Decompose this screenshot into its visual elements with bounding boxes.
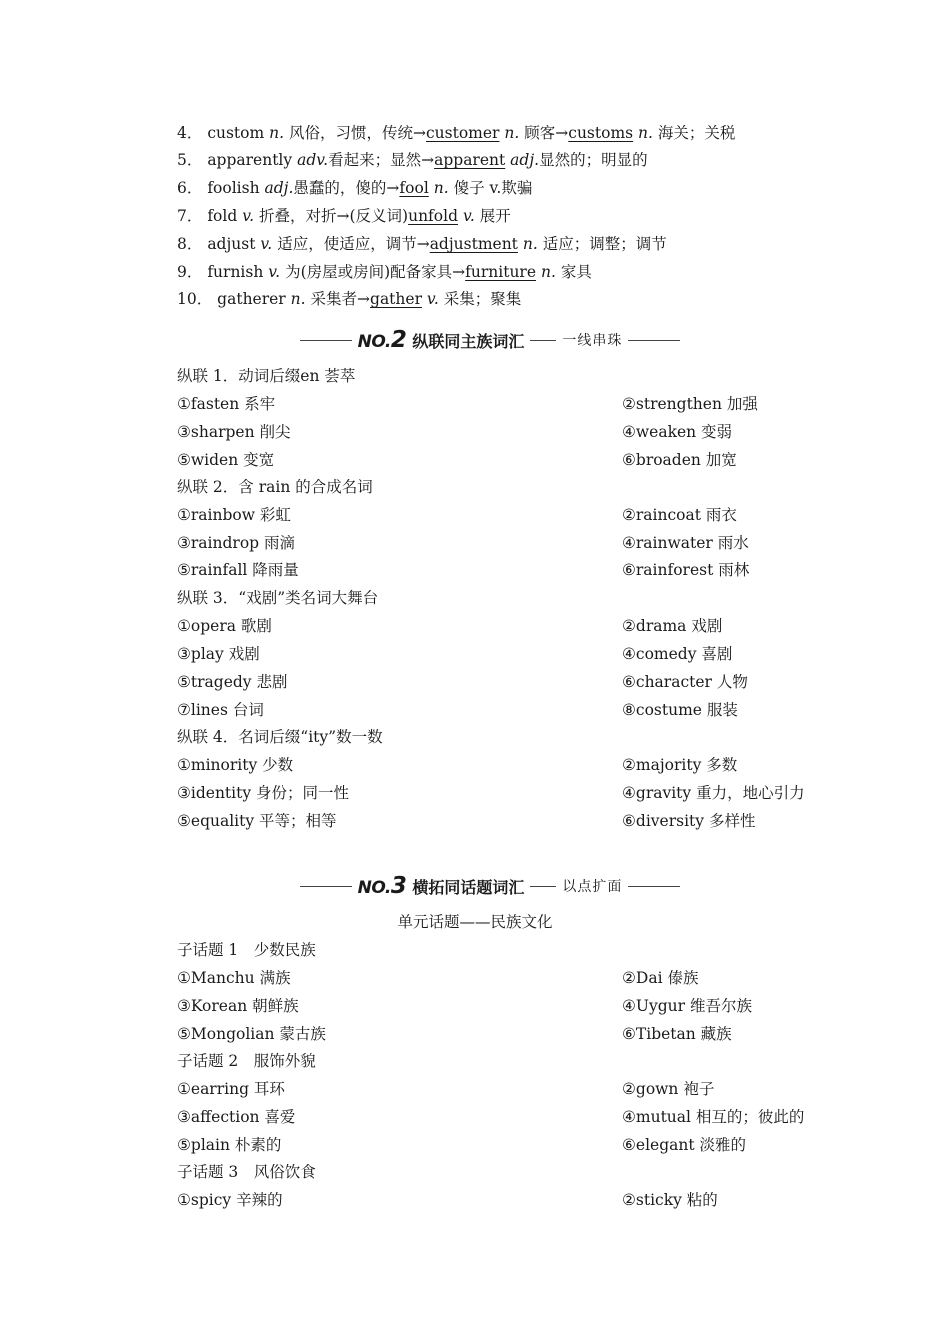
vocab-item: ⑤widen 变宽 <box>177 451 275 469</box>
vocab-row <box>177 530 749 556</box>
word-meaning: 海关；关税 <box>657 124 736 142</box>
vocab-item: ②sticky 粘的 <box>622 1191 718 1209</box>
part-of-speech: n. <box>269 124 285 142</box>
word-entry <box>177 286 521 312</box>
vocab-item: ①minority 少数 <box>177 756 294 774</box>
vocab-item: ⑥diversity 多样性 <box>622 812 756 830</box>
word-meaning: 傻子 v.欺骗 <box>453 179 533 197</box>
vocab-item: ②gown 袍子 <box>622 1080 715 1098</box>
vocab-item: ③Korean 朝鲜族 <box>177 997 299 1015</box>
vocab-row <box>177 391 758 417</box>
word-entry <box>177 120 735 146</box>
entry-number: 10． <box>177 290 213 308</box>
word-meaning: 展开 <box>479 207 511 225</box>
vocab-item: ⑧costume 服装 <box>622 701 738 719</box>
vocab-row <box>177 1187 718 1213</box>
group-heading: 纵联 3．“戏剧”类名词大舞台 <box>177 589 379 607</box>
part-of-speech: v. <box>268 263 281 281</box>
unit-topic: 单元话题——民族文化 <box>397 913 553 931</box>
section-number: NO.2 <box>357 327 407 353</box>
derived-word: fool <box>399 179 429 197</box>
derived-word: gather <box>370 290 422 308</box>
part-of-speech: n. <box>638 124 653 142</box>
vocab-row <box>177 808 756 834</box>
vocab-item: ②majority 多数 <box>622 756 738 774</box>
derived-word: apparent <box>434 151 506 169</box>
vocab-item: ③affection 喜爱 <box>177 1108 296 1126</box>
group-heading: 子话题 1 少数民族 <box>177 941 316 959</box>
vocab-item: ③identity 身份；同一性 <box>177 784 350 802</box>
part-of-speech: n. <box>522 235 538 253</box>
banner-rule <box>628 340 680 341</box>
vocab-row <box>177 613 723 639</box>
section-title: 横拓同话题词汇 <box>412 877 525 897</box>
vocab-row <box>177 557 750 583</box>
part-of-speech: adv. <box>297 151 329 169</box>
section-subtitle: 一线串珠 <box>562 333 623 349</box>
entry-number: 6． <box>177 179 203 197</box>
vocab-item: ⑤rainfall 降雨量 <box>177 561 299 579</box>
vocab-item: ⑥character 人物 <box>622 673 748 691</box>
vocab-item: ①Manchu 满族 <box>177 969 291 987</box>
vocab-row <box>177 697 738 723</box>
word-meaning: 愚蠢的，傻的→ <box>293 179 400 197</box>
group-heading: 纵联 2．含 rain 的合成名词 <box>177 478 373 496</box>
vocab-item: ①earring 耳环 <box>177 1080 285 1098</box>
word-meaning: 家具 <box>560 263 592 281</box>
vocab-item: ④rainwater 雨水 <box>622 534 749 552</box>
group-heading: 纵联 1．动词后缀en 荟萃 <box>177 367 356 385</box>
vocab-row <box>177 1132 747 1158</box>
part-of-speech: adj. <box>510 151 540 169</box>
section-banner-no2 <box>300 325 680 355</box>
vocab-row <box>177 641 733 667</box>
vocab-row <box>177 502 737 528</box>
derived-word: customer <box>426 124 500 142</box>
word-meaning: 显然的；明显的 <box>539 151 648 169</box>
vocab-item: ④Uygur 维吾尔族 <box>622 997 752 1015</box>
section-number: NO.3 <box>357 873 407 899</box>
vocab-row <box>177 1104 805 1130</box>
head-word: fold <box>207 207 238 225</box>
part-of-speech: v. <box>462 207 475 225</box>
vocab-item: ①fasten 系牢 <box>177 395 276 413</box>
vocab-item: ②drama 戏剧 <box>622 617 723 635</box>
banner-rule <box>300 886 352 887</box>
vocab-item: ⑥elegant 淡雅的 <box>622 1136 747 1154</box>
vocab-row <box>177 993 752 1019</box>
part-of-speech: v. <box>426 290 439 308</box>
banner-rule <box>628 886 680 887</box>
vocab-row <box>177 965 699 991</box>
vocab-row <box>177 752 738 778</box>
vocab-item: ②strengthen 加强 <box>622 395 758 413</box>
banner-rule <box>300 340 352 341</box>
part-of-speech: n. <box>433 179 449 197</box>
vocab-item: ⑥rainforest 雨林 <box>622 561 750 579</box>
vocab-item: ①spicy 辛辣的 <box>177 1191 283 1209</box>
word-meaning: 适应，使适应，调节→ <box>277 235 430 253</box>
derived-word: furniture <box>465 263 537 281</box>
word-meaning: 适应；调整；调节 <box>542 235 667 253</box>
vocab-item: ①rainbow 彩虹 <box>177 506 291 524</box>
part-of-speech: v. <box>260 235 273 253</box>
word-meaning: 看起来；显然→ <box>328 151 435 169</box>
derived-word: unfold <box>408 207 459 225</box>
vocab-item: ①opera 歌剧 <box>177 617 272 635</box>
vocab-item: ②Dai 傣族 <box>622 969 699 987</box>
word-meaning: 风俗，习惯，传统→ <box>289 124 426 142</box>
vocab-item: ③sharpen 削尖 <box>177 423 291 441</box>
head-word: custom <box>207 124 265 142</box>
word-entry <box>177 231 667 257</box>
section-subtitle: 以点扩面 <box>562 879 623 895</box>
vocab-row <box>177 669 748 695</box>
vocab-row <box>177 1076 715 1102</box>
entry-number: 5． <box>177 151 203 169</box>
vocab-row <box>177 447 737 473</box>
vocab-item: ⑦lines 台词 <box>177 701 264 719</box>
group-heading: 子话题 2 服饰外貌 <box>177 1052 316 1070</box>
word-meaning: 折叠，对折→(反义词) <box>259 207 409 225</box>
vocab-item: ⑥broaden 加宽 <box>622 451 737 469</box>
group-heading: 子话题 3 风俗饮食 <box>177 1163 316 1181</box>
part-of-speech: adj. <box>264 179 294 197</box>
word-meaning: 顾客→ <box>524 124 569 142</box>
banner-rule <box>530 886 556 887</box>
entry-number: 8． <box>177 235 203 253</box>
vocab-item: ⑤tragedy 悲剧 <box>177 673 288 691</box>
entry-number: 4． <box>177 124 203 142</box>
head-word: furnish <box>207 263 264 281</box>
word-entry <box>177 259 592 285</box>
entry-number: 7． <box>177 207 203 225</box>
head-word: gatherer <box>217 290 286 308</box>
vocab-item: ④comedy 喜剧 <box>622 645 733 663</box>
section-title: 纵联同主族词汇 <box>412 331 525 351</box>
vocab-item: ④weaken 变弱 <box>622 423 733 441</box>
banner-rule <box>530 340 556 341</box>
head-word: foolish <box>207 179 260 197</box>
word-meaning: 采集者→ <box>310 290 371 308</box>
vocab-row <box>177 780 805 806</box>
head-word: adjust <box>207 235 256 253</box>
part-of-speech: v. <box>242 207 255 225</box>
word-entry <box>177 203 511 229</box>
group-heading: 纵联 4．名词后缀“ity”数一数 <box>177 728 383 746</box>
word-meaning: 为(房屋或房间)配备家具→ <box>285 263 466 281</box>
vocab-row <box>177 419 733 445</box>
vocab-item: ③play 戏剧 <box>177 645 260 663</box>
vocab-item: ④gravity 重力，地心引力 <box>622 784 805 802</box>
word-meaning: 采集；聚集 <box>443 290 522 308</box>
derived-word: customs <box>568 124 634 142</box>
vocab-item: ④mutual 相互的；彼此的 <box>622 1108 805 1126</box>
vocab-item: ⑤plain 朴素的 <box>177 1136 282 1154</box>
vocab-item: ⑤equality 平等；相等 <box>177 812 337 830</box>
section-banner-no3 <box>300 871 680 901</box>
vocab-item: ⑥Tibetan 藏族 <box>622 1025 732 1043</box>
part-of-speech: n. <box>540 263 556 281</box>
head-word: apparently <box>207 151 293 169</box>
word-entry <box>177 147 648 173</box>
vocab-item: ③raindrop 雨滴 <box>177 534 295 552</box>
entry-number: 9． <box>177 263 203 281</box>
vocab-row <box>177 1021 732 1047</box>
word-entry <box>177 175 532 201</box>
derived-word: adjustment <box>429 235 518 253</box>
vocab-item: ⑤Mongolian 蒙古族 <box>177 1025 326 1043</box>
vocab-item: ②raincoat 雨衣 <box>622 506 737 524</box>
part-of-speech: n. <box>290 290 306 308</box>
part-of-speech: n. <box>504 124 520 142</box>
